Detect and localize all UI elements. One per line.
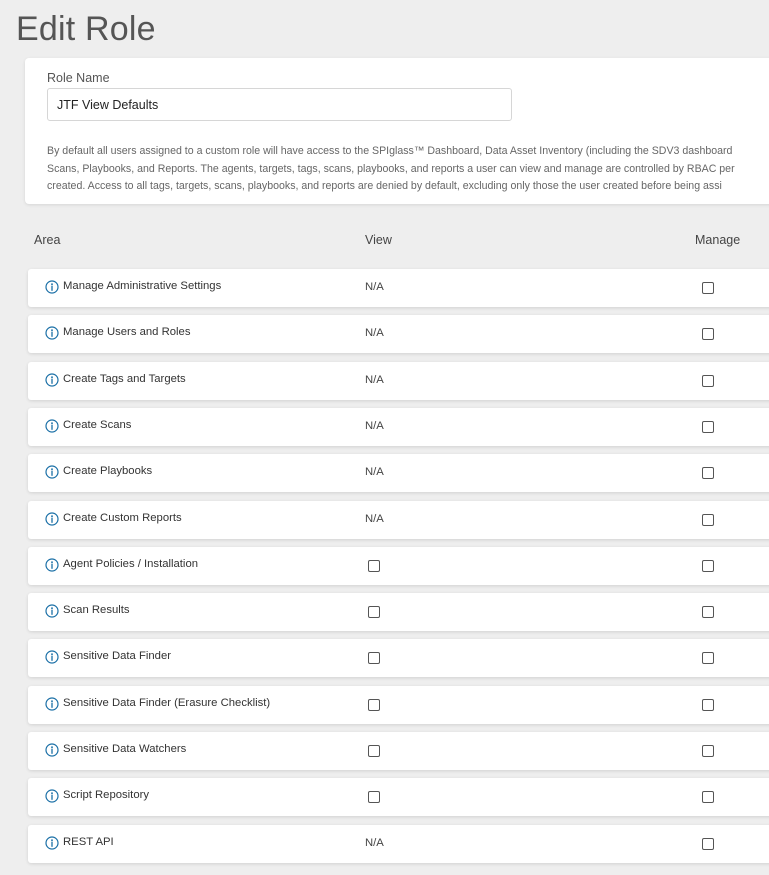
permission-area-label: REST API bbox=[63, 836, 114, 848]
page-title: Edit Role bbox=[16, 10, 156, 48]
manage-checkbox[interactable] bbox=[702, 652, 714, 664]
permission-area-label: Script Repository bbox=[63, 789, 150, 801]
permission-area-label: Create Scans bbox=[63, 419, 132, 431]
info-circle-icon[interactable] bbox=[45, 604, 59, 618]
info-circle-icon[interactable] bbox=[45, 836, 59, 850]
manage-checkbox[interactable] bbox=[702, 560, 714, 572]
info-circle-icon[interactable] bbox=[45, 650, 59, 664]
permission-row bbox=[28, 825, 769, 863]
role-description-line: Scans, Playbooks, and Reports. The agents, targets, tags, scans, playbooks, and reports a user can view and manage are controlled by RBAC per bbox=[47, 162, 735, 175]
permission-row bbox=[28, 639, 769, 677]
permission-row bbox=[28, 454, 769, 492]
view-checkbox[interactable] bbox=[368, 745, 380, 757]
info-circle-icon[interactable] bbox=[45, 280, 59, 294]
view-not-applicable: N/A bbox=[365, 327, 384, 339]
permission-area-label: Manage Users and Roles bbox=[63, 326, 191, 338]
permission-area-label: Sensitive Data Watchers bbox=[63, 743, 187, 755]
manage-checkbox[interactable] bbox=[702, 606, 714, 618]
manage-checkbox[interactable] bbox=[702, 699, 714, 711]
info-circle-icon[interactable] bbox=[45, 465, 59, 479]
view-checkbox[interactable] bbox=[368, 652, 380, 664]
permission-area-label: Create Playbooks bbox=[63, 465, 153, 477]
permission-row bbox=[28, 501, 769, 539]
permission-row bbox=[28, 547, 769, 585]
view-not-applicable: N/A bbox=[365, 374, 384, 386]
role-description-line: created. Access to all tags, targets, scans, playbooks, and reports are denied by default, excluding only those the user created before being assi bbox=[47, 180, 722, 192]
view-checkbox[interactable] bbox=[368, 699, 380, 711]
info-circle-icon[interactable] bbox=[45, 512, 59, 526]
info-circle-icon[interactable] bbox=[45, 326, 59, 340]
area-column-header: Area bbox=[34, 233, 61, 247]
view-not-applicable: N/A bbox=[365, 837, 384, 849]
permission-row bbox=[28, 732, 769, 770]
permission-area-label: Create Tags and Targets bbox=[63, 373, 186, 385]
manage-checkbox[interactable] bbox=[702, 514, 714, 526]
permission-row bbox=[28, 362, 769, 400]
view-not-applicable: N/A bbox=[365, 466, 384, 478]
permission-area-label: Sensitive Data Finder bbox=[63, 650, 171, 662]
info-circle-icon[interactable] bbox=[45, 697, 59, 711]
permission-area-label: Agent Policies / Installation bbox=[63, 558, 199, 570]
manage-column-header: Manage bbox=[695, 233, 741, 247]
role-description-line: By default all users assigned to a custom role will have access to the SPIglass™ Dashboard, Data Asset Inventory (including the SDV3 dashboard bbox=[47, 145, 733, 157]
permission-row bbox=[28, 315, 769, 353]
permission-row bbox=[28, 778, 769, 816]
permission-row bbox=[28, 269, 769, 307]
manage-checkbox[interactable] bbox=[702, 745, 714, 757]
manage-checkbox[interactable] bbox=[702, 421, 714, 433]
manage-checkbox[interactable] bbox=[702, 791, 714, 803]
info-circle-icon[interactable] bbox=[45, 743, 59, 757]
permission-row bbox=[28, 593, 769, 631]
permission-area-label: Scan Results bbox=[63, 604, 130, 616]
manage-checkbox[interactable] bbox=[702, 467, 714, 479]
view-column-header: View bbox=[365, 233, 392, 247]
permission-area-label: Create Custom Reports bbox=[63, 512, 182, 524]
info-circle-icon[interactable] bbox=[45, 373, 59, 387]
role-description bbox=[47, 143, 769, 196]
permission-area-label: Manage Administrative Settings bbox=[63, 280, 222, 292]
view-checkbox[interactable] bbox=[368, 606, 380, 618]
view-checkbox[interactable] bbox=[368, 791, 380, 803]
permission-area-label: Sensitive Data Finder (Erasure Checklist) bbox=[63, 697, 271, 709]
info-circle-icon[interactable] bbox=[45, 558, 59, 572]
role-name-input[interactable] bbox=[47, 88, 512, 121]
permission-row bbox=[28, 408, 769, 446]
role-details-card bbox=[25, 58, 769, 204]
manage-checkbox[interactable] bbox=[702, 838, 714, 850]
view-not-applicable: N/A bbox=[365, 281, 384, 293]
view-not-applicable: N/A bbox=[365, 420, 384, 432]
permission-row bbox=[28, 686, 769, 724]
info-circle-icon[interactable] bbox=[45, 419, 59, 433]
view-checkbox[interactable] bbox=[368, 560, 380, 572]
manage-checkbox[interactable] bbox=[702, 282, 714, 294]
info-circle-icon[interactable] bbox=[45, 789, 59, 803]
role-name-label: Role Name bbox=[47, 71, 110, 85]
manage-checkbox[interactable] bbox=[702, 375, 714, 387]
manage-checkbox[interactable] bbox=[702, 328, 714, 340]
view-not-applicable: N/A bbox=[365, 513, 384, 525]
